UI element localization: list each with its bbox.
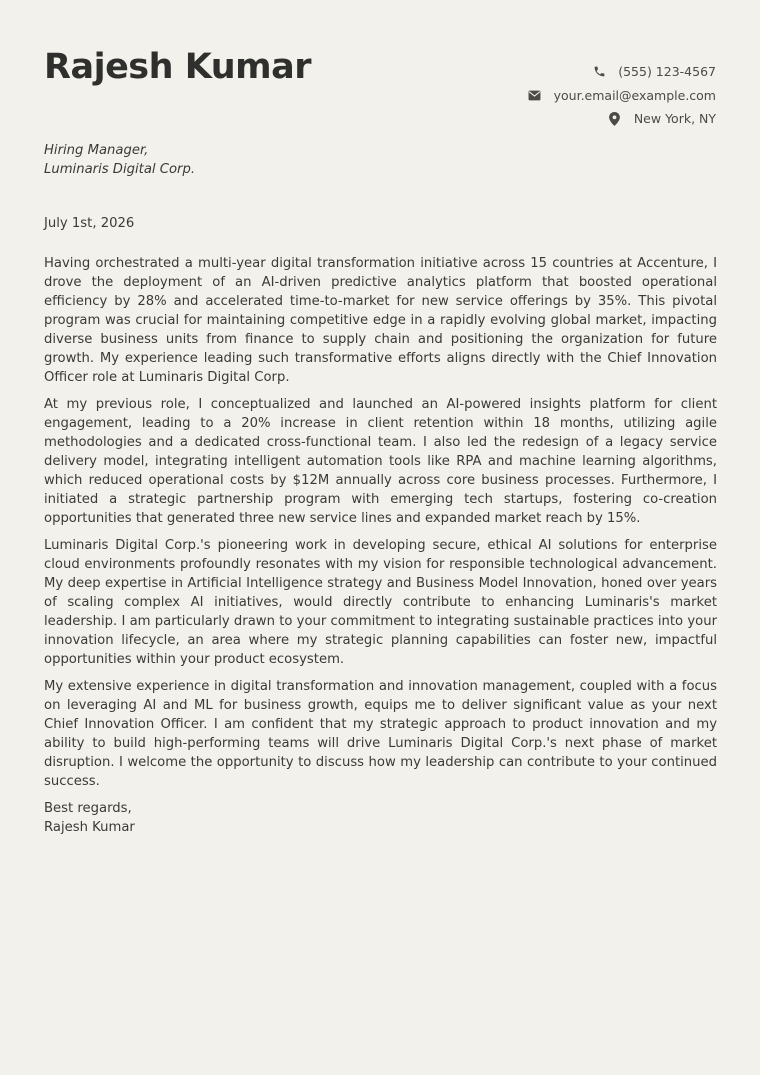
closing-salutation: Best regards, [44, 801, 132, 816]
envelope-icon [528, 88, 542, 102]
applicant-name: Rajesh Kumar [44, 47, 312, 87]
recipient-title: Hiring Manager, [44, 143, 149, 158]
phone-text: (555) 123-4567 [618, 64, 716, 80]
map-pin-icon [608, 112, 622, 126]
recipient-block [44, 141, 195, 179]
contact-block [456, 60, 716, 131]
contact-phone [456, 60, 716, 84]
closing-signature: Rajesh Kumar [44, 820, 135, 835]
letter-date: July 1st, 2026 [44, 216, 135, 231]
recipient-company: Luminaris Digital Corp. [44, 162, 196, 177]
closing-block [44, 799, 717, 837]
phone-icon [592, 65, 606, 79]
body-paragraph: Luminaris Digital Corp.'s pioneering work in developing secure, ethical AI solutions for enterprise cloud environments profoundly resonates with my vision for responsible technological advancement. My deep expertise in Artificial Intelligence strategy and Business Model Innovation, honed over years of scaling complex AI initiatives, would directly contribute to enhancing Luminaris's market leadership. I am particularly drawn to your commitment to integrating sustainable practices into your innovation lifecycle, an area where my strategic planning capabilities can foster new, impactful opportunities within your product ecosystem. [44, 538, 717, 667]
location-text: New York, NY [633, 111, 716, 127]
body-paragraph: At my previous role, I conceptualized and launched an AI-powered insights platform for client engagement, leading to a 20% increase in client retention within 18 months, utilizing agile methodologies and a dedicated cross-functional team. I also led the redesign of a legacy service delivery model, integrating intelligent automation tools like RPA and machine learning algorithms, which reduced operational costs by $12M annually across core business processes. Furthermore, I initiated a strategic partnership program with emerging tech startups, fostering co-creation opportunities that generated three new service lines and expanded market reach by 15%. [44, 397, 717, 526]
letter-body [44, 254, 717, 837]
contact-email [456, 84, 716, 108]
body-paragraph: My extensive experience in digital transformation and innovation management, coupled with a focus on leveraging AI and ML for business growth, equips me to deliver significant value as your next Chief Innovation Officer. I am confident that my strategic approach to product innovation and my ability to build high-performing teams will drive Luminaris Digital Corp.'s next phase of market disruption. I welcome the opportunity to discuss how my leadership can contribute to your continued success. [44, 679, 717, 789]
email-text[interactable]: your.email@example.com [553, 87, 716, 103]
body-paragraph: Having orchestrated a multi-year digital transformation initiative across 15 countries at Accenture, I drove the deployment of an AI-driven predictive analytics platform that boosted operational efficiency by 28% and accelerated time-to-market for new service offerings by 35%. This pivotal program was crucial for maintaining competitive edge in a rapidly evolving global market, impacting diverse business units from finance to supply chain and positioning the organization for future growth. My experience leading such transformative efforts aligns directly with the Chief Innovation Officer role at Luminaris Digital Corp. [44, 256, 717, 385]
contact-location [456, 107, 716, 131]
